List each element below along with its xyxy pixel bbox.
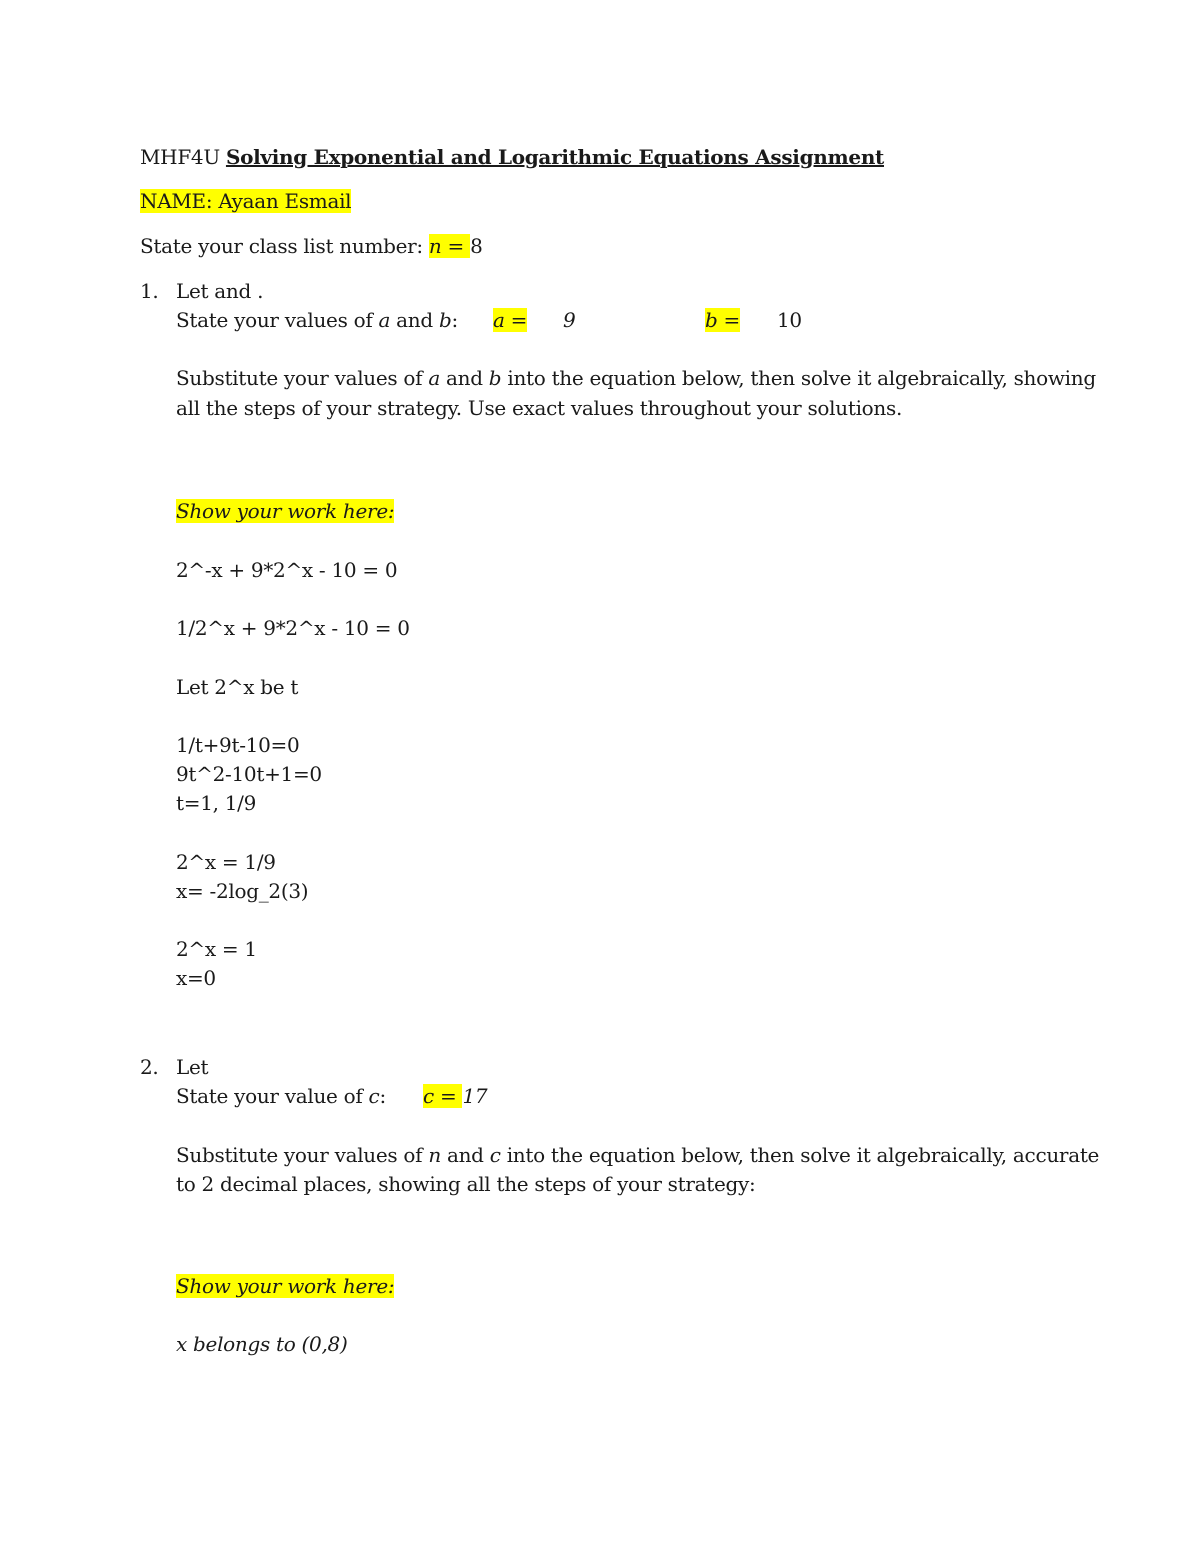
q1-work-step: Let 2^x be t — [176, 675, 299, 699]
q1-work-step: x=0 — [176, 966, 216, 990]
q2-instruction-line-2 — [176, 1170, 755, 1198]
q1-instr-b: b — [488, 366, 502, 390]
class-number-line — [140, 232, 483, 260]
q1-let-line — [140, 277, 263, 305]
q1-instr-a: a — [428, 366, 440, 390]
q1-work-step: t=1, 1/9 — [176, 791, 257, 815]
q1-b-var: b — [438, 308, 452, 332]
q2-instr-mid: and — [440, 1143, 490, 1167]
q1-state-values-line — [176, 306, 458, 334]
q1-work-step: x= -2log_2(3) — [176, 879, 309, 903]
q2-c-wrap — [423, 1082, 487, 1110]
q1-a-label: a = — [493, 308, 528, 332]
q1-instr-2: all the steps of your strategy. Use exact values throughout your solutions. — [176, 396, 903, 420]
q1-instruction-line-2 — [176, 394, 902, 422]
q2-show-work-line — [176, 1272, 394, 1300]
q1-work-step: 1/t+9t-10=0 — [176, 733, 300, 757]
q2-c-var: c — [368, 1084, 380, 1108]
q1-instruction-line-1 — [176, 364, 1096, 392]
q2-c-label: c = — [423, 1084, 463, 1108]
document-title — [140, 143, 884, 171]
class-number-prompt: State your class list number: — [140, 234, 429, 258]
assignment-title: Solving Exponential and Logarithmic Equations Assignment — [225, 145, 884, 169]
q1-instr-pre: Substitute your values of — [176, 366, 429, 390]
q1-instr-post: into the equation below, then solve it algebraically, showing — [501, 366, 1096, 390]
q1-work-step: 1/2^x + 9*2^x - 10 = 0 — [176, 616, 410, 640]
student-name: NAME: Ayaan Esmail — [140, 189, 352, 213]
q2-number: 2. — [140, 1055, 159, 1079]
q1-work-step: 2^x = 1/9 — [176, 850, 276, 874]
q1-and-word: and — [390, 308, 439, 332]
q2-instr-2: to 2 decimal places, showing all the steps of your strategy: — [176, 1172, 756, 1196]
q1-b-value: 10 — [777, 308, 802, 332]
n-value: 8 — [470, 234, 483, 258]
q1-work-step: 2^x = 1 — [176, 937, 257, 961]
q2-instr-post: into the equation below, then solve it algebraically, accurate — [500, 1143, 1100, 1167]
course-code: MHF4U — [140, 145, 220, 169]
q2-instr-pre: Substitute your values of — [176, 1143, 429, 1167]
q2-work-step: x belongs to (0,8) — [176, 1332, 348, 1356]
q1-number: 1. — [140, 279, 159, 303]
q1-show-work-line — [176, 497, 394, 525]
q1-show-work-label: Show your work here: — [176, 499, 395, 523]
q1-a-label-wrap — [493, 306, 527, 334]
q1-work-step: 2^-x + 9*2^x - 10 = 0 — [176, 558, 398, 582]
n-label: n = — [428, 234, 471, 258]
q1-a-value-wrap — [563, 306, 575, 334]
q1-a-value: 9 — [563, 308, 576, 332]
q2-show-work-label: Show your work here: — [176, 1274, 395, 1298]
q2-colon: : — [379, 1084, 386, 1108]
q1-b-label-wrap — [705, 306, 740, 334]
q2-c-value: 17 — [462, 1084, 488, 1108]
q2-let-text: Let — [176, 1055, 209, 1079]
q2-instr-n: n — [428, 1143, 441, 1167]
q1-colon: : — [451, 308, 458, 332]
q2-state-prompt: State your value of — [176, 1084, 369, 1108]
q1-instr-mid: and — [439, 366, 489, 390]
student-name-line — [140, 187, 351, 215]
q1-work-step: 9t^2-10t+1=0 — [176, 762, 322, 786]
q2-let-line — [140, 1053, 208, 1081]
q1-b-label: b = — [705, 308, 741, 332]
q1-state-prompt: State your values of — [176, 308, 379, 332]
q2-instruction-line-1 — [176, 1141, 1099, 1169]
q1-b-value-wrap — [777, 306, 802, 334]
q2-instr-c: c — [489, 1143, 501, 1167]
q2-state-value-line — [176, 1082, 386, 1110]
q1-a-var: a — [378, 308, 391, 332]
q1-let-text: Let and . — [176, 279, 264, 303]
